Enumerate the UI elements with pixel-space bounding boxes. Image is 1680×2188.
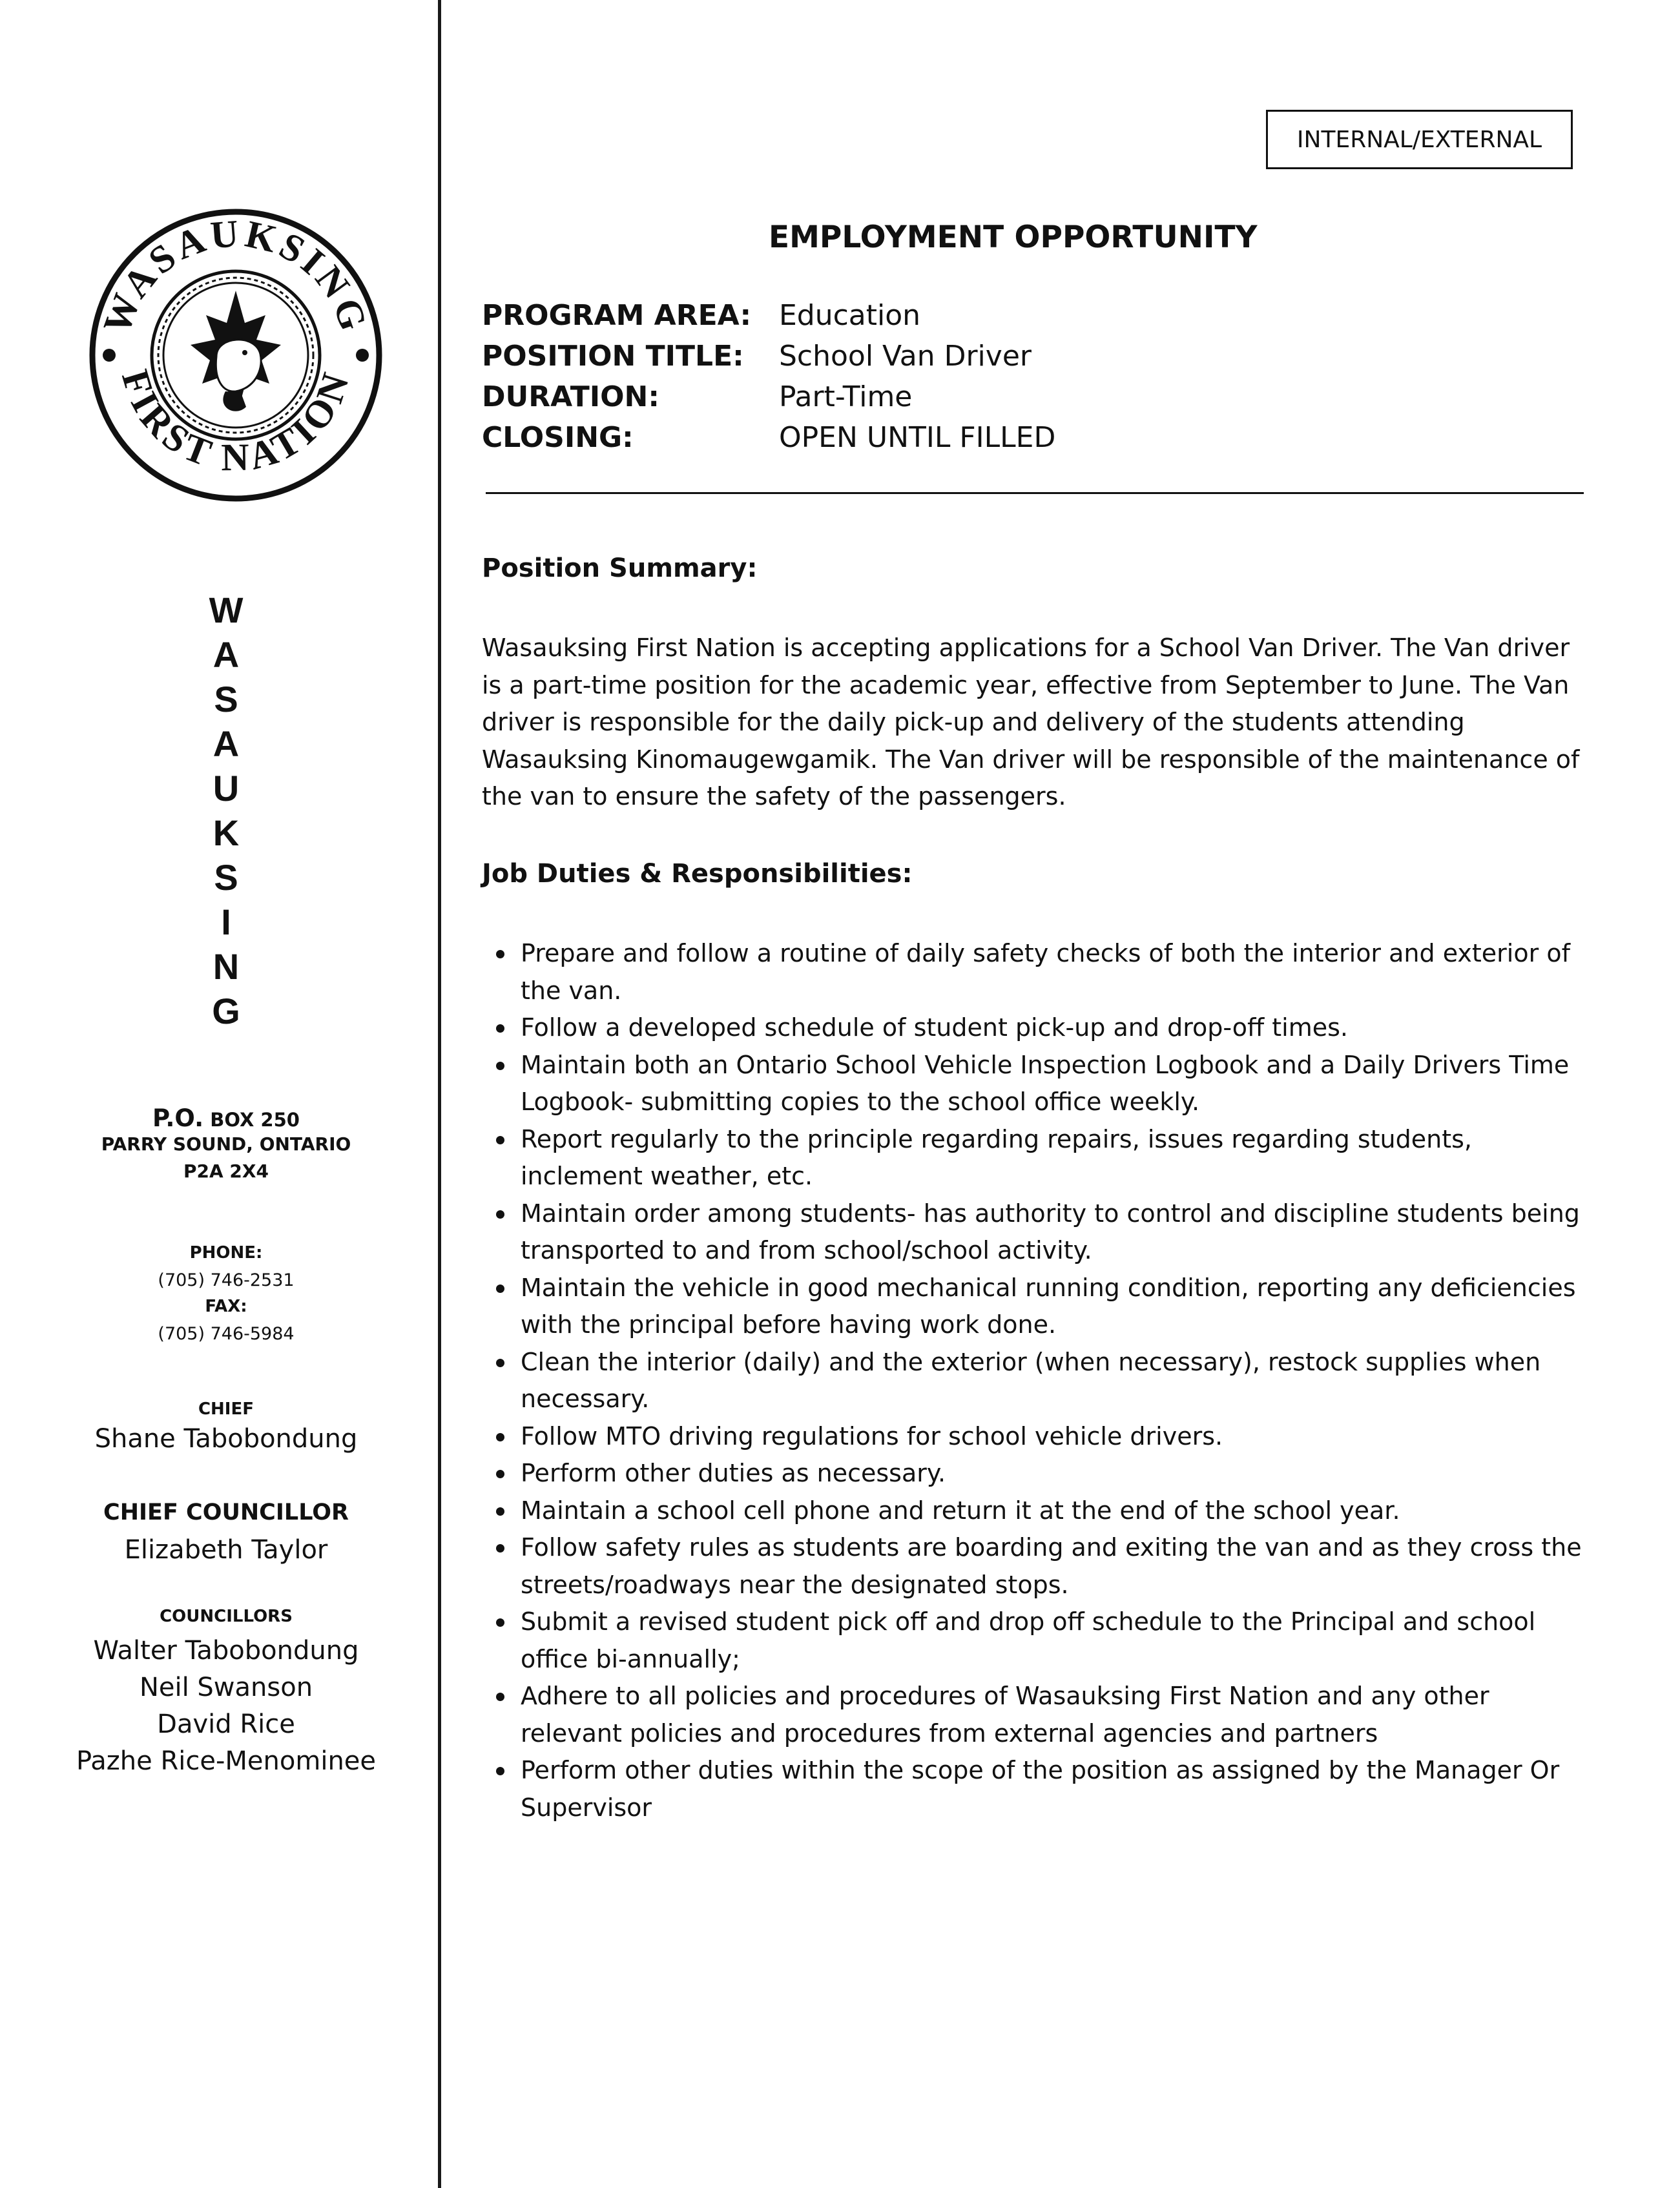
bullet-icon: [496, 1767, 504, 1775]
horizontal-rule: [486, 492, 1584, 494]
svg-text:FIRST NATION: FIRST NATION: [113, 364, 358, 479]
vertical-letter: A: [213, 634, 240, 675]
job-duties-list: [482, 935, 1593, 1826]
councillors-list: [19, 1633, 433, 1780]
list-item: Follow safety rules as students are boarding and exiting the van and as they cross the streets/roadways near the designated stops.: [482, 1529, 1593, 1604]
info-value: Part-Time: [779, 380, 913, 413]
bullet-icon: [496, 1618, 504, 1627]
list-item: Perform other duties as necessary.: [482, 1455, 1593, 1492]
list-item: Report regularly to the principle regarding repairs, issues regarding students, inclement weather, etc.: [482, 1121, 1593, 1195]
column-divider: [438, 0, 441, 2188]
list-item: Maintain the vehicle in good mechanical running condition, reporting any deficiencies with the principal before having work done.: [482, 1270, 1593, 1344]
vertical-letter: S: [214, 857, 238, 898]
bullet-icon: [496, 1062, 504, 1070]
page-title: EMPLOYMENT OPPORTUNITY: [769, 220, 1258, 255]
list-item: Clean the interior (daily) and the exterior (when necessary), restock supplies when necessary.: [482, 1344, 1593, 1418]
info-label: PROGRAM AREA:: [482, 299, 752, 332]
bullet-icon: [496, 1470, 504, 1478]
bullet-icon: [496, 1210, 504, 1219]
wasauksing-seal-logo: [87, 207, 384, 504]
info-label: CLOSING:: [482, 421, 634, 454]
list-item: Adhere to all policies and procedures of Wasauksing First Nation and any other relevant policies and procedures from external agencies and partners: [482, 1678, 1593, 1752]
phone-number: (705) 746-2531: [158, 1270, 295, 1290]
position-summary-text: Wasauksing First Nation is accepting applications for a School Van Driver. The Van driver is a part-time position for the academic year, effective from September to June. The Van driver is responsible for the daily pick-up and delivery of the students attending Wasauksing Kinomaugewgamik. The Van driver will be responsible of the maintenance of the van to ensure the safety of the passengers.: [482, 634, 1580, 810]
list-item: Perform other duties within the scope of the position as assigned by the Manager Or Supervisor: [482, 1752, 1593, 1826]
address-po-box: [19, 1104, 433, 1132]
vertical-letter: N: [213, 946, 240, 987]
vertical-letter: W: [209, 590, 244, 630]
address-box: BOX 250: [210, 1109, 300, 1131]
vertical-letter: U: [213, 768, 240, 809]
info-value: Education: [779, 299, 921, 332]
bullet-icon: [496, 1433, 504, 1441]
job-duties-heading: Job Duties & Responsibilities:: [482, 859, 913, 889]
bullet-icon: [496, 1544, 504, 1553]
svg-text:WASAUKSING: WASAUKSING: [95, 211, 377, 340]
list-item: Maintain order among students- has authority to control and discipline students being transported to and from school/school activity.: [482, 1195, 1593, 1270]
bullet-icon: [496, 1024, 504, 1033]
chief-name: Shane Tabobondung: [94, 1424, 358, 1454]
info-value: School Van Driver: [779, 340, 1032, 373]
fax-number: (705) 746-5984: [158, 1324, 295, 1344]
bullet-icon: [496, 1693, 504, 1701]
list-item: Follow a developed schedule of student pick-up and drop-off times.: [482, 1009, 1593, 1047]
bullet-icon: [496, 1285, 504, 1293]
chief-councillor-name: Elizabeth Taylor: [124, 1535, 328, 1565]
councillor-name: David Rice: [157, 1709, 295, 1739]
vertical-letter: G: [212, 991, 240, 1031]
vertical-nation-name: [161, 588, 291, 1033]
address-postal: P2A 2X4: [183, 1161, 269, 1182]
phone-label: PHONE:: [189, 1243, 263, 1263]
info-value: OPEN UNTIL FILLED: [779, 421, 1056, 454]
chief-councillor-label: CHIEF COUNCILLOR: [103, 1500, 349, 1525]
info-label: DURATION:: [482, 380, 659, 413]
list-item: Maintain a school cell phone and return it at the end of the school year.: [482, 1492, 1593, 1530]
address-city: PARRY SOUND, ONTARIO: [101, 1133, 351, 1155]
fax-label: FAX:: [205, 1297, 247, 1316]
bullet-icon: [496, 950, 504, 958]
vertical-letter: A: [213, 723, 240, 764]
councillor-name: Pazhe Rice-Menominee: [76, 1746, 377, 1776]
councillors-label: COUNCILLORS: [160, 1607, 293, 1626]
position-summary-heading: Position Summary:: [482, 553, 758, 583]
vertical-letter: I: [221, 902, 231, 942]
info-label: POSITION TITLE:: [482, 340, 744, 373]
bullet-icon: [496, 1136, 504, 1144]
chief-label: CHIEF: [198, 1399, 254, 1419]
internal-external-tag: INTERNAL/EXTERNAL: [1266, 110, 1573, 169]
bullet-icon: [496, 1507, 504, 1516]
vertical-letter: S: [214, 679, 238, 719]
list-item: Follow MTO driving regulations for school vehicle drivers.: [482, 1418, 1593, 1456]
councillor-name: Neil Swanson: [139, 1673, 313, 1702]
vertical-letter: K: [213, 812, 240, 853]
list-item: Prepare and follow a routine of daily safety checks of both the interior and exterior of the van.: [482, 935, 1593, 1009]
list-item: Submit a revised student pick off and drop off schedule to the Principal and school office bi-annually;: [482, 1604, 1593, 1678]
address-po: P.O.: [152, 1104, 204, 1132]
list-item: Maintain both an Ontario School Vehicle Inspection Logbook and a Daily Drivers Time Logbook- submitting copies to the school office weekly.: [482, 1047, 1593, 1121]
bullet-icon: [496, 1359, 504, 1367]
councillor-name: Walter Tabobondung: [93, 1636, 359, 1666]
